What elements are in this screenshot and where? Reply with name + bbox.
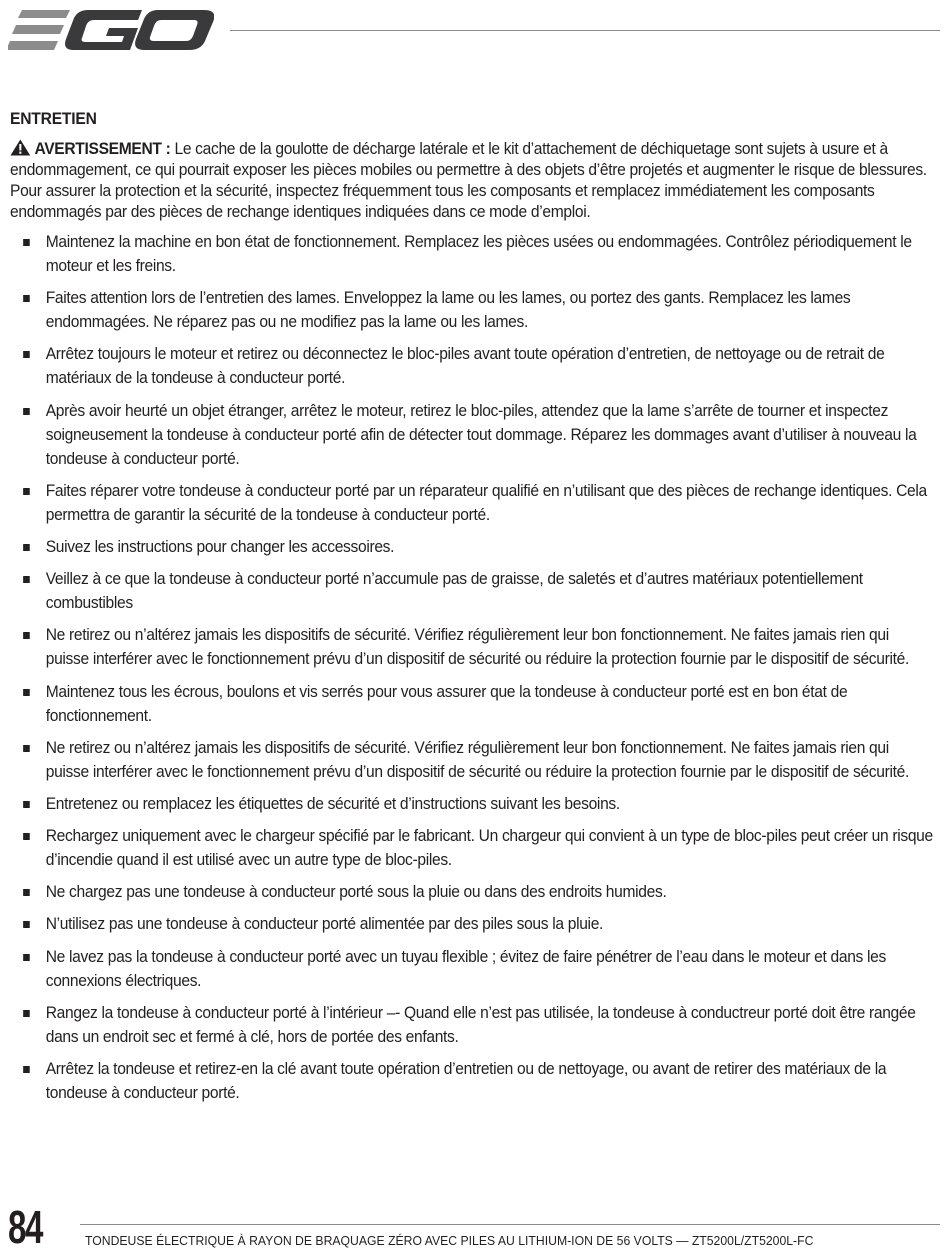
list-item xyxy=(10,535,935,559)
list-item xyxy=(10,824,935,872)
square-bullet-icon xyxy=(23,239,30,246)
warning-paragraph xyxy=(10,138,935,222)
page-footer xyxy=(0,1195,950,1260)
square-bullet-icon xyxy=(23,889,30,896)
square-bullet-icon xyxy=(23,576,30,583)
list-item-text: Ne lavez pas la tondeuse à conducteur porté avec un tuyau flexible ; évitez de faire pénétrer de l’eau dans le moteur et dans les connexions électriques. xyxy=(45,946,886,990)
footer-divider xyxy=(80,1224,940,1225)
list-item-text: Arrêtez la tondeuse et retirez-en la clé avant toute opération d’entretien ou de nettoyage, ou avant de retirer des matériaux de la tondeuse à conducteur porté. xyxy=(45,1059,887,1102)
list-item-text: Entretenez ou remplacez les étiquettes de sécurité et d’instructions suivant les besoins. xyxy=(45,793,620,813)
list-item xyxy=(10,342,935,390)
square-bullet-icon xyxy=(23,351,30,358)
square-bullet-icon xyxy=(23,833,30,840)
list-item-text: Arrêtez toujours le moteur et retirez ou déconnectez le bloc-piles avant toute opération d’entretien, de nettoyage ou de retrait de matériaux de la tondeuse à conducteur porté. xyxy=(45,344,885,388)
list-item xyxy=(10,623,935,671)
list-item xyxy=(10,230,935,278)
list-item-text: N’utilisez pas une tondeuse à conducteur porté alimentée par des piles sous la pluie. xyxy=(45,914,604,934)
square-bullet-icon xyxy=(23,1010,30,1017)
square-bullet-icon xyxy=(23,689,30,696)
list-item-text: Faites attention lors de l’entretien des lames. Enveloppez la lame ou les lames, ou portez des gants. Remplacez les lames endommagées. Ne réparez pas ou ne modifiez pas la lame ou les lames. xyxy=(45,288,851,332)
maintenance-section xyxy=(10,108,935,1113)
list-item xyxy=(10,399,935,471)
maintenance-bullet-list xyxy=(10,230,935,1105)
footer-product-title: TONDEUSE ÉLECTRIQUE À RAYON DE BRAQUAGE ZÉRO AVEC PILES AU LITHIUM-ION DE 56 VOLTS — ZT5200L/ZT5200L-FC xyxy=(85,1233,814,1248)
list-item xyxy=(10,736,935,784)
page-header xyxy=(0,0,950,60)
list-item-text: Faites réparer votre tondeuse à conducteur porté par un réparateur qualifié en n’utilisant que des pièces de rechange identiques. Cela permettra de garantir la sécurité de la tondeuse à conducteur porté. xyxy=(45,480,927,524)
square-bullet-icon xyxy=(23,921,30,928)
list-item-text: Veillez à ce que la tondeuse à conducteur porté n’accumule pas de graisse, de saletés et d’autres matériaux potentiellement combustibles xyxy=(45,569,863,613)
ego-logo-graphic xyxy=(8,8,214,54)
list-item xyxy=(10,567,935,615)
square-bullet-icon xyxy=(23,954,30,961)
list-item-text: Ne retirez ou n’altérez jamais les dispositifs de sécurité. Vérifiez régulièrement leur bon fonctionnement. Ne faites jamais rien qui puisse interférer avec le fonctionnement prévu d’un dispositif de sécurité ou réduire la protection fournie par le dispositif de sécurité. xyxy=(45,737,909,781)
list-item xyxy=(10,680,935,728)
square-bullet-icon xyxy=(23,801,30,808)
square-bullet-icon xyxy=(23,295,30,302)
ego-logo xyxy=(8,8,214,54)
warning-text: Le cache de la goulotte de décharge latérale et le kit d’attachement de déchiquetage sont sujets à usure et à endommagement, ce qui pourrait exposer les pièces mobiles ou permettre à des objets d’être projetés et augmenter le risque de blessures. Pour assurer la protection et la sécurité, inspectez fréquemment tous les composants et remplacez immédiatement les composants endommagés par des pièces de rechange identiques indiquées dans ce mode d’emploi. xyxy=(10,139,927,221)
list-item xyxy=(10,912,935,936)
section-title: ENTRETIEN xyxy=(10,109,97,128)
list-item xyxy=(10,1001,935,1049)
list-item-text: Rechargez uniquement avec le chargeur spécifié par le fabricant. Un chargeur qui convient à un type de bloc-piles peut créer un risque d’incendie quand il est utilisé avec un autre type de bloc-piles. xyxy=(45,826,933,870)
square-bullet-icon xyxy=(23,745,30,752)
header-divider xyxy=(230,30,940,31)
list-item-text: Après avoir heurté un objet étranger, arrêtez le moteur, retirez le bloc-piles, attendez que la lame s’arrête de tourner et inspectez soigneusement la tondeuse à conducteur porté afin de détecter tout dommage. Réparez les dommages avant d’utiliser à nouveau la tondeuse à conducteur porté. xyxy=(45,400,917,468)
page-number: 84 xyxy=(8,1201,42,1253)
list-item xyxy=(10,479,935,527)
warning-label: AVERTISSEMENT : xyxy=(34,139,171,158)
square-bullet-icon xyxy=(23,408,30,415)
list-item-text: Rangez la tondeuse à conducteur porté à l’intérieur –- Quand elle n’est pas utilisée, la tondeuse à conductreur porté doit être rangée dans un endroit sec et fermé à clé, hors de portée des enfants. xyxy=(45,1002,916,1046)
list-item-text: Maintenez tous les écrous, boulons et vis serrés pour vous assurer que la tondeuse à conducteur porté est en bon état de fonctionnement. xyxy=(45,681,848,725)
list-item xyxy=(10,1057,935,1105)
square-bullet-icon xyxy=(23,1066,30,1073)
square-bullet-icon xyxy=(23,488,30,495)
list-item-text: Ne retirez ou n’altérez jamais les dispositifs de sécurité. Vérifiez régulièrement leur bon fonctionnement. Ne faites jamais rien qui puisse interférer avec le fonctionnement prévu d’un dispositif de sécurité ou réduire la protection fournie par le dispositif de sécurité. xyxy=(45,625,909,669)
square-bullet-icon xyxy=(23,632,30,639)
list-item xyxy=(10,945,935,993)
list-item xyxy=(10,880,935,904)
list-item xyxy=(10,286,935,334)
warning-triangle-icon xyxy=(10,139,31,156)
list-item-text: Ne chargez pas une tondeuse à conducteur porté sous la pluie ou dans des endroits humides. xyxy=(45,882,667,902)
square-bullet-icon xyxy=(23,544,30,551)
list-item xyxy=(10,792,935,816)
list-item-text: Suivez les instructions pour changer les accessoires. xyxy=(45,536,395,556)
list-item-text: Maintenez la machine en bon état de fonctionnement. Remplacez les pièces usées ou endommagées. Contrôlez périodiquement le moteur et les freins. xyxy=(45,232,912,275)
